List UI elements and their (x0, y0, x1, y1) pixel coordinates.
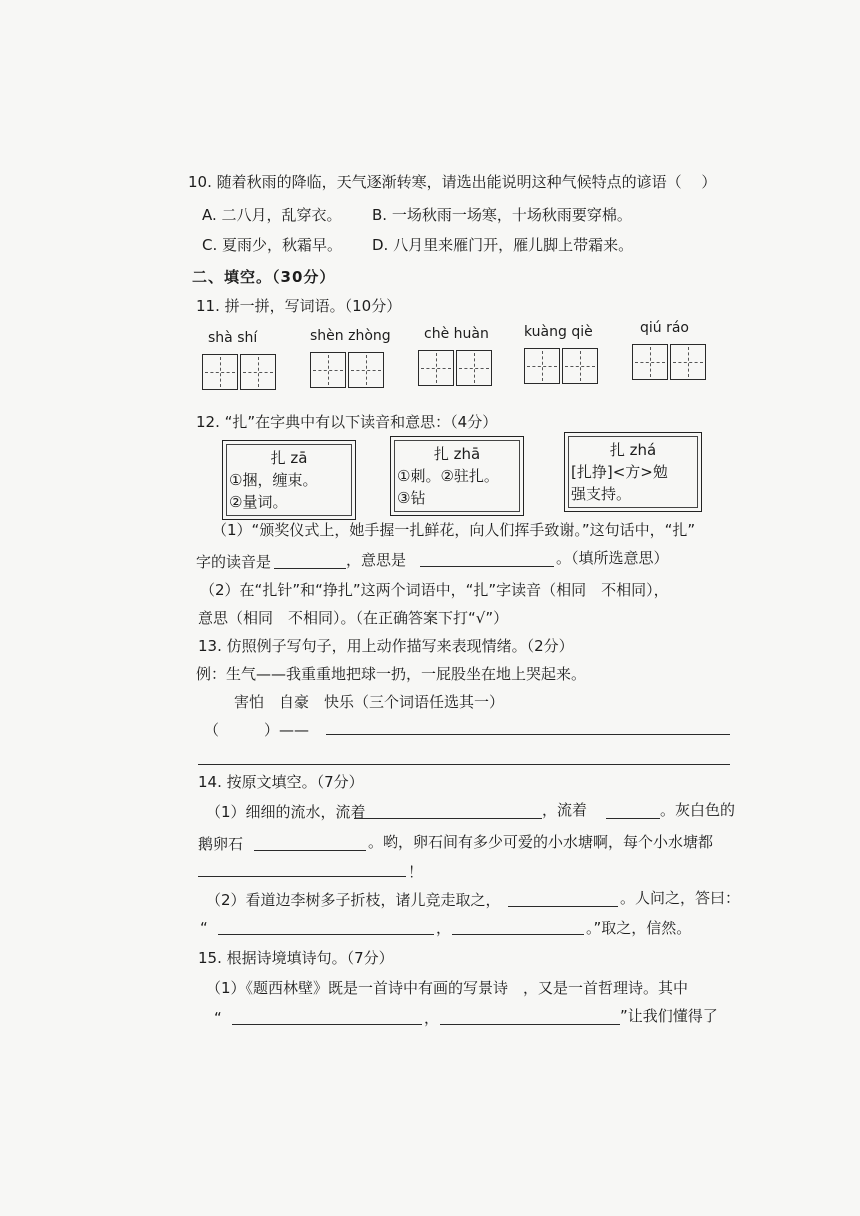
q15-line1: （1）《题西林壁》既是一首诗中有画的写景诗 ，又是一首哲理诗。其中 (206, 979, 689, 997)
q12-part1-label: 字的读音是 (196, 553, 272, 571)
q13-answer-paren[interactable]: （ ）—— (204, 721, 310, 739)
q13-answer-line[interactable] (198, 764, 730, 765)
q12-part1-line1: （1）“颁奖仪式上，她手握一扎鲜花，向人们挥手致谢。”这句话中，“扎” (212, 521, 696, 539)
dict-line: ①刺。②驻扎。 (397, 467, 499, 485)
q12-part2-line1: （2）在“扎针”和“挣扎”这两个词语中，“扎”字读音（相同 不相同）， (200, 581, 669, 599)
q13-answer-line[interactable] (326, 734, 730, 735)
writing-grid-4[interactable] (524, 348, 600, 384)
q14-blank-1[interactable] (354, 818, 542, 819)
dict-line: 强支持。 (571, 485, 632, 503)
q10-option-a: A. 二八月，乱穿衣。 (202, 206, 342, 224)
q14-line4-end: 。人问之，答曰： (620, 889, 741, 907)
dict-box-za (222, 440, 356, 520)
q14-line4-start: （2）看道边李树多子折枝，诸儿竞走取之， (206, 891, 501, 909)
dict-line: ②量词。 (229, 493, 288, 511)
dict-head: 扎 zā (270, 449, 308, 467)
pinyin-4: kuàng qiè (524, 324, 593, 340)
q12-part1-meaning-label: ，意思是 (346, 551, 407, 569)
q15-line2-end: ”让我们懂得了 (620, 1007, 718, 1025)
grid-cell[interactable] (670, 344, 706, 380)
q14-blank-2[interactable] (606, 818, 660, 819)
dict-head: 扎 zhá (609, 441, 657, 459)
pronunciation-blank[interactable] (274, 568, 346, 569)
q13-example: 例：生气——我重重地把球一扔，一屁股坐在地上哭起来。 (196, 665, 587, 683)
q15-line2-comma: ， (424, 1009, 440, 1027)
q10-option-d: D. 八月里来雁门开，雁儿脚上带霜来。 (372, 236, 634, 254)
section-title: 二、填空。（30分） (192, 268, 336, 286)
q14-line2-start: 鹅卵石 (198, 835, 244, 853)
q12-part1-note: 。（填所选意思） (556, 549, 669, 567)
q14-line5-quote-open: “ (200, 919, 208, 937)
writing-grid-3[interactable] (418, 350, 494, 386)
q14-line3-end: ！ (408, 863, 424, 881)
q13-stem: 13. 仿照例子写句子，用上动作描写来表现情绪。（2分） (198, 637, 574, 655)
q14-line5-end: 。”取之，信然。 (586, 919, 692, 937)
q15-blank-2[interactable] (440, 1024, 620, 1025)
q14-line1-start: （1）细细的流水，流着 (206, 803, 366, 821)
q14-line2-rest: 。哟，卵石间有多少可爱的小水塘啊，每个小水塘都 (368, 833, 714, 851)
writing-grid-2[interactable] (310, 352, 386, 388)
grid-cell[interactable] (310, 352, 346, 388)
meaning-blank[interactable] (420, 566, 554, 567)
dict-head: 扎 zhā (433, 445, 481, 463)
q14-blank-3[interactable] (254, 850, 366, 851)
q15-line2-quote-open: “ (214, 1009, 222, 1027)
q11-stem: 11. 拼一拼，写词语。（10分） (196, 297, 402, 315)
pinyin-3: chè huàn (424, 326, 489, 342)
pinyin-5: qiú ráo (640, 320, 689, 336)
q10-option-b: B. 一场秋雨一场寒，十场秋雨要穿棉。 (372, 206, 632, 224)
pinyin-1: shà shí (208, 330, 258, 346)
q14-blank-6[interactable] (218, 934, 434, 935)
q14-line5-comma: ， (436, 919, 452, 937)
grid-cell[interactable] (562, 348, 598, 384)
q10-stem: 10. 随着秋雨的降临，天气逐渐转寒，请选出能说明这种气候特点的谚语（ ） (188, 173, 717, 191)
q12-part2-line2: 意思（相同 不相同）。（在正确答案下打“√”） (198, 609, 509, 627)
q15-blank-1[interactable] (232, 1024, 422, 1025)
q14-blank-4[interactable] (198, 876, 406, 877)
q13-word-choices: 害怕 自豪 快乐（三个词语任选其一） (234, 693, 505, 711)
grid-cell[interactable] (240, 354, 276, 390)
writing-grid-5[interactable] (632, 344, 708, 380)
q14-stem: 14. 按原文填空。（7分） (198, 773, 364, 791)
grid-cell[interactable] (632, 344, 668, 380)
q10-option-c: C. 夏雨少，秋霜早。 (202, 236, 343, 254)
dict-line: ①捆，缠束。 (229, 471, 318, 489)
grid-cell[interactable] (202, 354, 238, 390)
q14-line1-end: 。灰白色的 (660, 801, 736, 819)
q12-stem: 12. “扎”在字典中有以下读音和意思：（4分） (196, 413, 498, 431)
grid-cell[interactable] (348, 352, 384, 388)
dict-line: ③钻 (397, 489, 426, 507)
q14-blank-7[interactable] (452, 934, 584, 935)
q15-stem: 15. 根据诗境填诗句。（7分） (198, 949, 394, 967)
writing-grid-1[interactable] (202, 354, 278, 390)
dict-box-zha1 (390, 436, 524, 516)
q14-blank-5[interactable] (508, 906, 618, 907)
grid-cell[interactable] (524, 348, 560, 384)
dict-line: [扎挣]<方>勉 (571, 463, 668, 481)
dict-box-zha2 (564, 432, 702, 512)
pinyin-2: shèn zhòng (310, 328, 391, 344)
q14-line1-mid: ，流着 (542, 801, 588, 819)
grid-cell[interactable] (418, 350, 454, 386)
grid-cell[interactable] (456, 350, 492, 386)
